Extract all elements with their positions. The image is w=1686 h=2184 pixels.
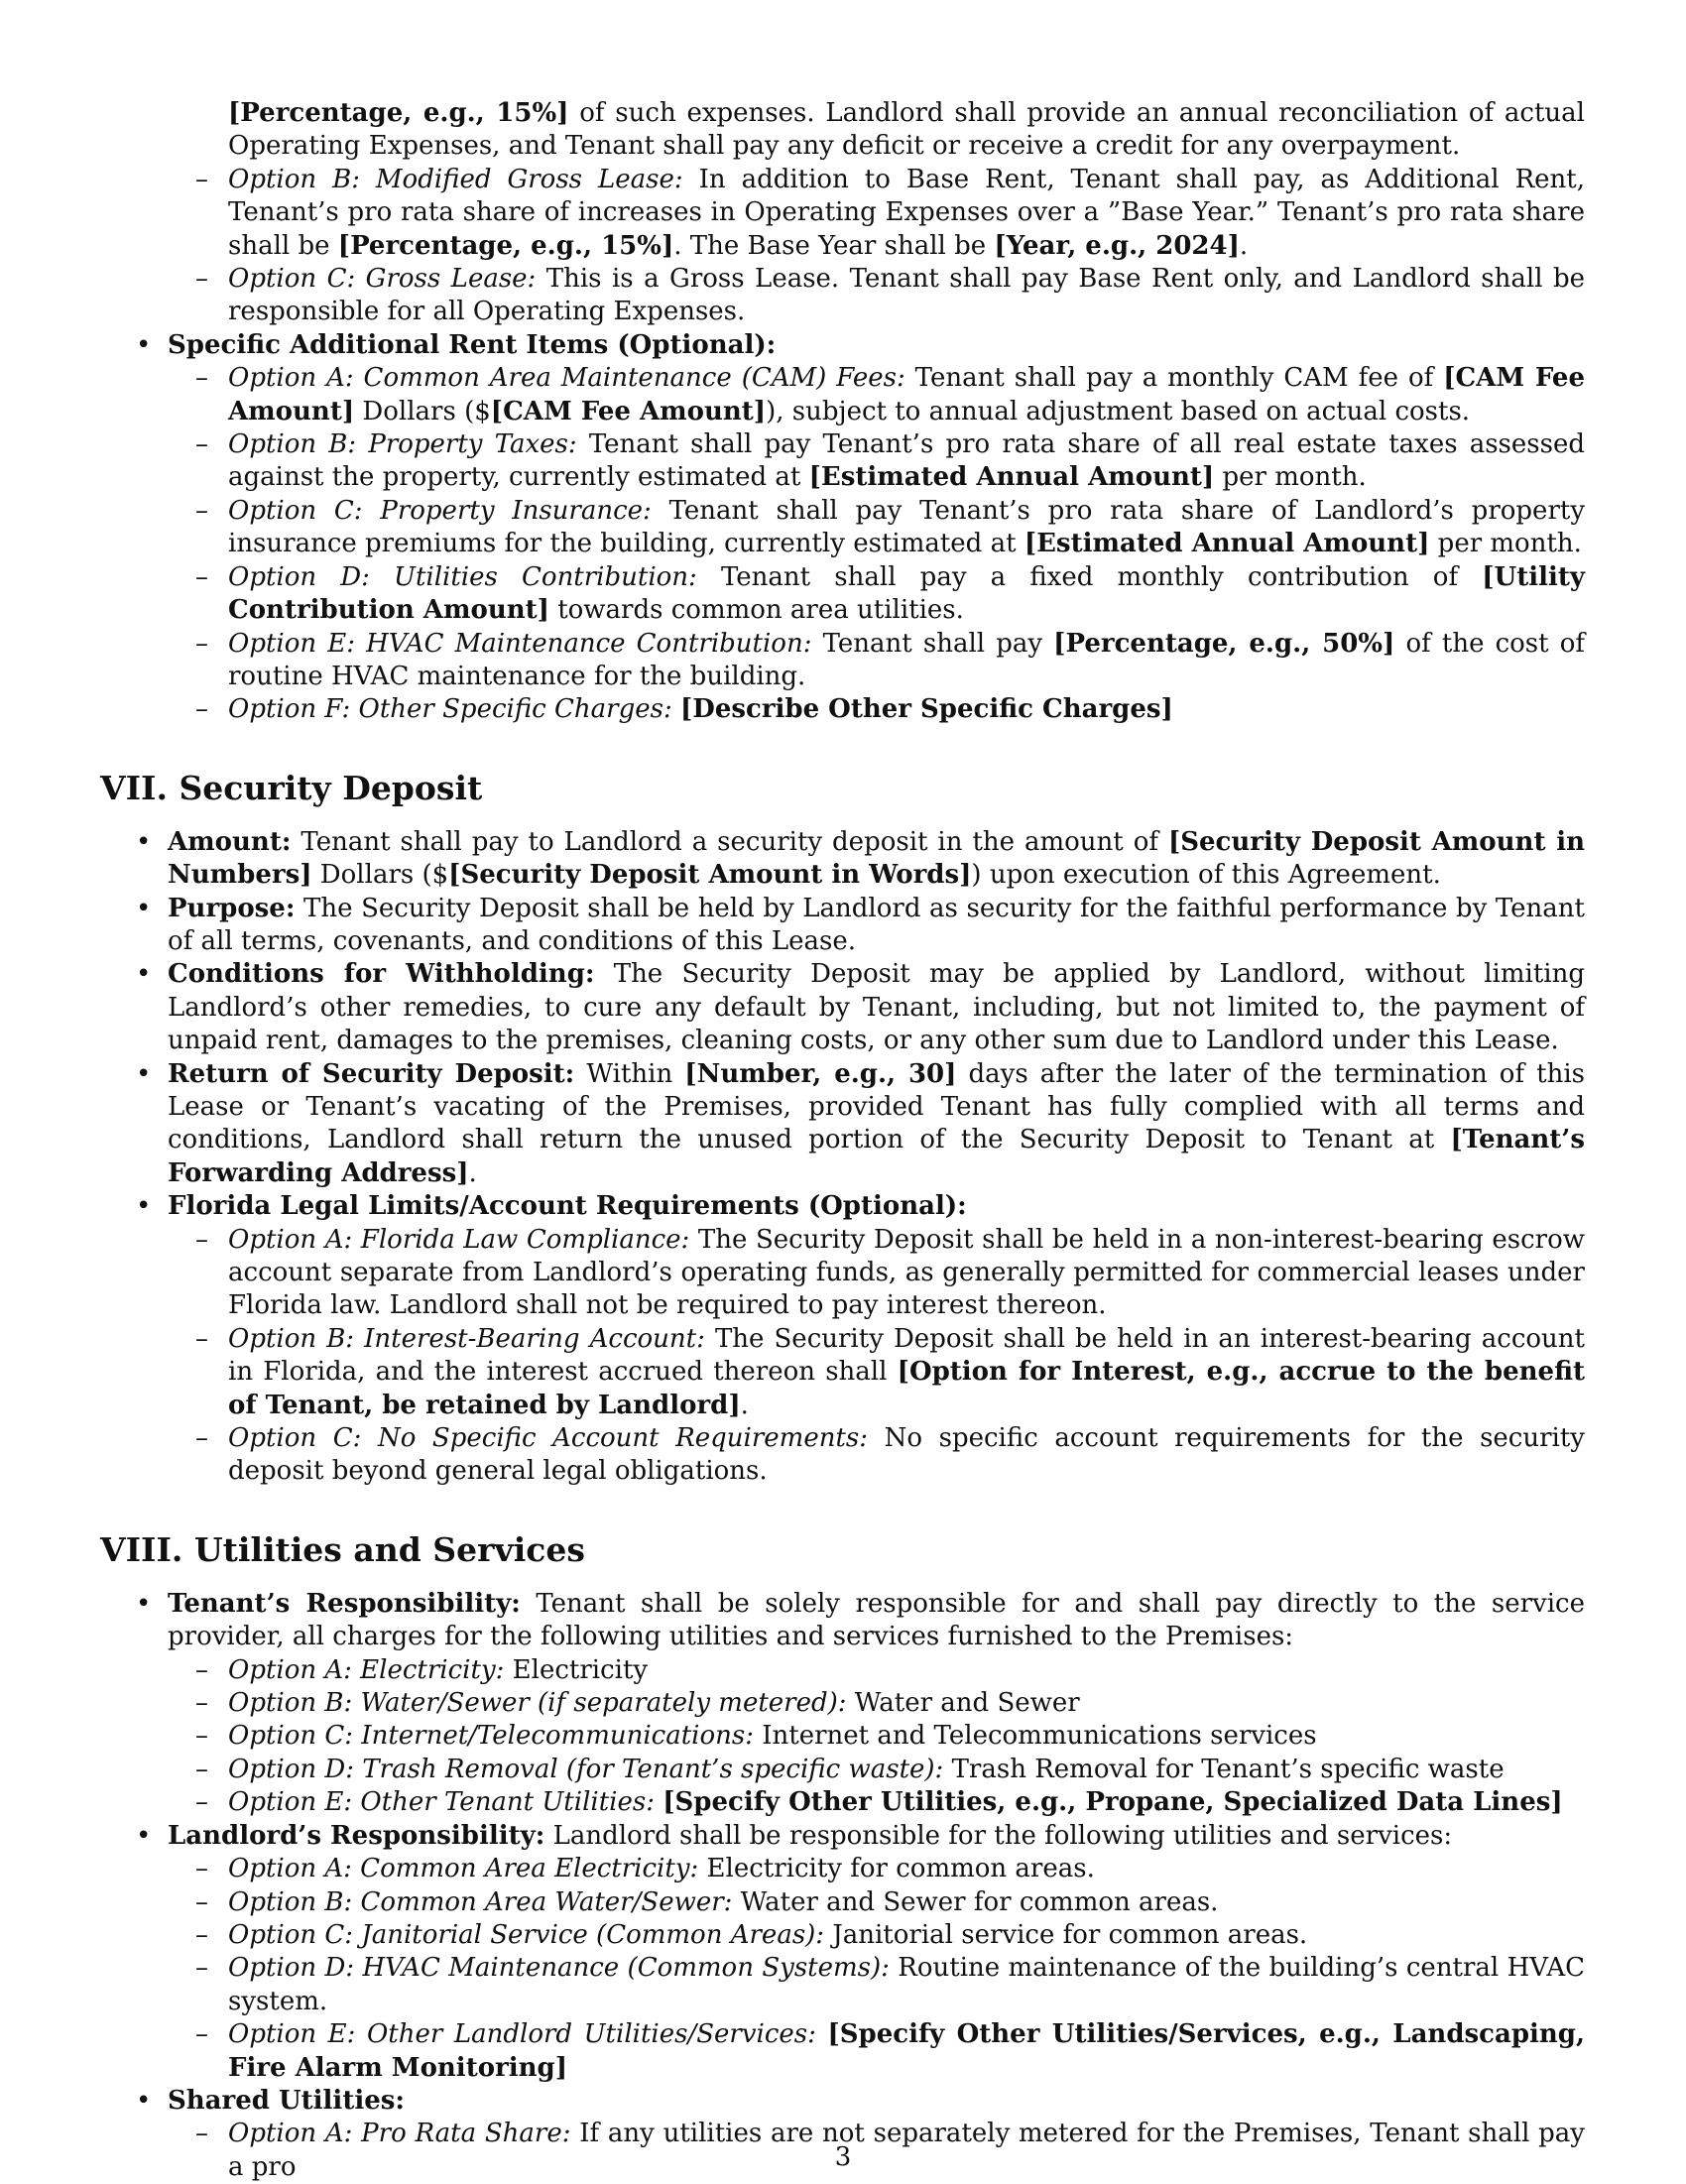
dash-icon: – (195, 363, 208, 394)
option-item (168, 1952, 1585, 2018)
option-item (100, 164, 1585, 263)
list-item (100, 1058, 1585, 1191)
dash-icon: – (195, 561, 208, 592)
text-run: Janitorial service for common areas. (824, 1919, 1308, 1950)
text-run: Amount: (168, 826, 292, 857)
option-item (168, 362, 1585, 428)
text-run: Option C: No Specific Account Requirements: (228, 1423, 869, 1454)
text-run: . (740, 1390, 749, 1420)
dash-icon: – (195, 2119, 208, 2149)
option-item (168, 1654, 1585, 1687)
text-run: [Security Deposit Amount in Words] (448, 860, 972, 891)
text-run: Option B: Common Area Water/Sewer: (228, 1886, 733, 1917)
option-item (168, 628, 1585, 694)
text-run: Option A: Florida Law Compliance: (228, 1224, 690, 1255)
bullet-icon: • (136, 1588, 152, 1619)
text-run: [Security Deposit Amount in Numbers] (168, 826, 1585, 891)
text-run: [Utility Contribution Amount] (228, 561, 1585, 626)
text-run: [Number, e.g., 30] (684, 1058, 957, 1089)
text-run: Purpose: (168, 893, 296, 923)
text-run: Option C: Gross Lease: (228, 264, 537, 295)
list-item (100, 958, 1585, 1057)
text-run: Return of Security Deposit: (168, 1058, 575, 1089)
dash-icon: – (195, 1654, 208, 1685)
text-run: [CAM Fee Amount] (490, 396, 767, 426)
text-run: Option A: Common Area Maintenance (CAM) Fees: (228, 363, 905, 394)
section-heading-utilities: VIII. Utilities and Services (100, 1529, 585, 1569)
text-run: Tenant’s Responsibility: (168, 1588, 521, 1619)
text-run: [Percentage, e.g., 50%] (1053, 628, 1395, 659)
text-run: of the cost of routine HVAC maintenance for the building. (228, 628, 1585, 691)
text-run: Tenant shall pay to Landlord a security deposit in the amount of (291, 826, 1168, 857)
text-run: of such expenses. Landlord shall provide an annual reconciliation of actual Operating Expenses, and Tenant shall pay any deficit or receive a credit for any overpayment. (228, 98, 1585, 162)
text-run (816, 2019, 828, 2049)
option-item (100, 263, 1585, 329)
dash-icon: – (195, 694, 208, 725)
dash-icon: – (195, 264, 208, 295)
text-run: If any utilities are not separately metered for the Premises, Tenant shall pay a pro (228, 2119, 1585, 2182)
option-item (168, 428, 1585, 495)
text-run: Trash Removal for Tenant’s specific waste (943, 1754, 1505, 1784)
option-item (168, 1786, 1585, 1819)
option-item (168, 2018, 1585, 2085)
section-heading-security-deposit: VII. Security Deposit (100, 768, 483, 807)
text-run: Option D: Trash Removal (for Tenant’s specific waste): (228, 1754, 944, 1784)
dash-icon: – (195, 1854, 208, 1884)
dash-icon: – (195, 1953, 208, 1984)
dash-icon: – (195, 1224, 208, 1255)
text-run: Option B: Interest-Bearing Account: (228, 1323, 705, 1354)
text-run: Option B: Property Taxes: (228, 429, 577, 460)
continued-paragraph (100, 97, 1585, 164)
option-list (168, 1224, 1585, 1489)
option-list (168, 1853, 1585, 2085)
text-run (655, 1787, 662, 1817)
text-run: Tenant shall pay Tenant’s pro rata share of Landlord’s property insurance premiums for the building, currently estimated at (228, 495, 1586, 559)
text-run: Dollars ($ (311, 860, 449, 891)
dash-icon: – (195, 164, 208, 194)
text-run: . (1239, 230, 1249, 261)
option-item (168, 561, 1585, 628)
text-run: [Year, e.g., 2024] (994, 230, 1240, 261)
option-item (168, 495, 1585, 561)
text-run: Landlord’s Responsibility: (168, 1820, 545, 1851)
text-run: [Tenant’s Forwarding Address] (168, 1125, 1585, 1188)
text-run: Tenant shall pay a fixed monthly contribution of (696, 561, 1483, 592)
text-run: In addition to Base Rent, Tenant shall pay, as Additional Rent, Tenant’s pro rata share of increases in Operating Expenses over a ”Base Year.” Tenant’s pro rata share shall be (228, 164, 1585, 261)
option-item (168, 1919, 1585, 1952)
list-item (100, 329, 1585, 727)
list-item (100, 1588, 1585, 1820)
specific-items-label: Specific Additional Rent Items (Optional): (168, 329, 777, 360)
text-run: Dollars ($ (354, 396, 491, 426)
page-number: 3 (834, 2142, 852, 2172)
text-run: Tenant shall pay a monthly CAM fee of (904, 363, 1444, 394)
text-run: Option B: Modified Gross Lease: (228, 164, 683, 194)
list-item (100, 1190, 1585, 1489)
text-run: per month. (1429, 529, 1582, 559)
text-run: [Percentage, e.g., 15%] (228, 98, 569, 128)
option-item (168, 1323, 1585, 1422)
dash-icon: – (195, 1323, 208, 1354)
bullet-icon: • (136, 1058, 152, 1089)
text-run: Option E: Other Tenant Utilities: (228, 1787, 655, 1818)
lease-type-options (100, 164, 1585, 329)
text-run: No specific account requirements for the security deposit beyond general legal obligations. (228, 1423, 1585, 1487)
text-run: The Security Deposit shall be held by Landlord as security for the faithful performance by Tenant of all terms, covenants, and conditions of this Lease. (168, 893, 1585, 956)
text-run: Option D: Utilities Contribution: (228, 561, 697, 592)
dash-icon: – (195, 1721, 208, 1752)
list-item (100, 893, 1585, 959)
bullet-icon: • (136, 1820, 152, 1851)
text-run: Electricity for common areas. (698, 1854, 1095, 1884)
text-run: days after the later of the termination of this Lease or Tenant’s vacating of the Premises, provided Tenant has fully complied with all terms and conditions, Landlord shall return the unused portion of the Security Deposit to Tenant at (168, 1058, 1585, 1155)
option-item (168, 1224, 1585, 1323)
bullet-icon: • (136, 959, 152, 990)
text-run: Option D: HVAC Maintenance (Common Systems): (228, 1953, 890, 1984)
dash-icon: – (195, 1688, 208, 1719)
text-run: [Specify Other Utilities/Services, e.g., Landscaping, Fire Alarm Monitoring] (228, 2019, 1586, 2083)
text-run: towards common area utilities. (548, 595, 964, 626)
security-deposit-list (100, 826, 1585, 1489)
dash-icon: – (195, 429, 208, 460)
option-item (168, 1853, 1585, 1885)
text-run: [Specify Other Utilities, e.g., Propane, Specialized Data Lines] (662, 1787, 1563, 1818)
text-run: [Estimated Annual Amount] (1024, 529, 1430, 559)
text-run: . (468, 1157, 477, 1188)
text-run: This is a Gross Lease. Tenant shall pay Base Rent only, and Landlord shall be responsible for all Operating Expenses. (228, 264, 1585, 327)
text-run: Option A: Common Area Electricity: (228, 1854, 699, 1884)
text-run: Shared Utilities: (168, 2085, 405, 2116)
text-run: Option C: Internet/Telecommunications: (228, 1721, 754, 1752)
bullet-icon: • (136, 893, 152, 923)
dash-icon: – (195, 1423, 208, 1454)
text-run: Within (574, 1058, 685, 1089)
option-item (168, 1720, 1585, 1753)
text-run: Option C: Property Insurance: (228, 495, 652, 526)
text-run: Option A: Pro Rata Share: (228, 2119, 571, 2149)
option-list (168, 1654, 1585, 1820)
bullet-icon: • (136, 329, 152, 360)
text-run: Option C: Janitorial Service (Common Areas): (228, 1919, 825, 1950)
text-run: [Describe Other Specific Charges] (679, 694, 1173, 725)
dash-icon: – (195, 628, 208, 659)
list-item (100, 1820, 1585, 2085)
dash-icon: – (195, 1754, 208, 1784)
text-run: Water and Sewer for common areas. (732, 1886, 1219, 1917)
page-content (100, 97, 1585, 2184)
list-item (100, 826, 1585, 893)
bullet-icon: • (136, 2085, 152, 2116)
text-run: Conditions for Withholding: (168, 959, 595, 990)
text-run: ), subject to annual adjustment based on actual costs. (766, 396, 1471, 426)
text-run: Florida Legal Limits/Account Requirements (Optional): (168, 1191, 967, 1222)
text-run: The Security Deposit shall be held in a non-interest-bearing escrow account separate from Landlord’s operating funds, as generally permitted for commercial leases under Florida law. Landlord shall not be required to pay interest thereon. (228, 1224, 1585, 1321)
text-run (672, 694, 680, 724)
text-run: The Security Deposit shall be held in an interest-bearing account in Florida, and the interest accrued thereon shall (228, 1323, 1585, 1388)
dash-icon: – (195, 1919, 208, 1950)
text-run: [CAM Fee Amount] (228, 363, 1585, 426)
text-run: The Security Deposit may be applied by Landlord, without limiting Landlord’s other remedies, to cure any default by Tenant, including, but not limited to, the payment of unpaid rent, damages to the premises, cleaning costs, or any other sum due to Landlord under this Lease. (168, 959, 1585, 1056)
text-run: Tenant shall be solely responsible for and shall pay directly to the service provider, all charges for the following utilities and services furnished to the Premises: (168, 1588, 1585, 1652)
text-run: ) upon execution of this Agreement. (971, 860, 1441, 891)
text-run: Routine maintenance of the building’s central HVAC system. (228, 1953, 1585, 2016)
text-run: [Option for Interest, e.g., accrue to the benefit of Tenant, be retained by Landlord] (228, 1357, 1586, 1420)
option-item (168, 693, 1585, 726)
text-run: Internet and Telecommunications services (754, 1721, 1317, 1752)
text-run: Electricity (504, 1654, 649, 1685)
text-run: Tenant shall pay Tenant’s pro rata share of all real estate taxes assessed against the property, currently estimated at (228, 429, 1586, 493)
text-run: per month. (1214, 462, 1367, 493)
text-run: [Percentage, e.g., 15%] (337, 230, 674, 261)
additional-rent-list (100, 329, 1585, 727)
dash-icon: – (195, 1787, 208, 1818)
text-run: Option E: HVAC Maintenance Contribution: (228, 628, 812, 659)
dash-icon: – (195, 495, 208, 526)
specific-items-options (168, 362, 1585, 726)
option-item (168, 1886, 1585, 1919)
option-item (168, 1754, 1585, 1786)
text-run: Tenant shall pay (811, 628, 1054, 659)
text-run: . The Base Year shall be (673, 230, 995, 261)
utilities-list (100, 1588, 1585, 2184)
text-run: Option B: Water/Sewer (if separately metered): (228, 1688, 847, 1719)
option-item (168, 1687, 1585, 1720)
dash-icon: – (195, 1886, 208, 1917)
bullet-icon: • (136, 826, 152, 857)
text-run: Option F: Other Specific Charges: (228, 694, 672, 725)
text-run: Landlord shall be responsible for the following utilities and services: (544, 1820, 1453, 1851)
dash-icon: – (195, 2019, 208, 2050)
option-item (168, 1422, 1585, 1489)
text-run: Option A: Electricity: (228, 1654, 505, 1685)
bullet-icon: • (136, 1191, 152, 1222)
text-run: [Estimated Annual Amount] (808, 462, 1215, 493)
text-run: Option E: Other Landlord Utilities/Services: (228, 2019, 816, 2050)
text-run: Water and Sewer (846, 1688, 1080, 1719)
